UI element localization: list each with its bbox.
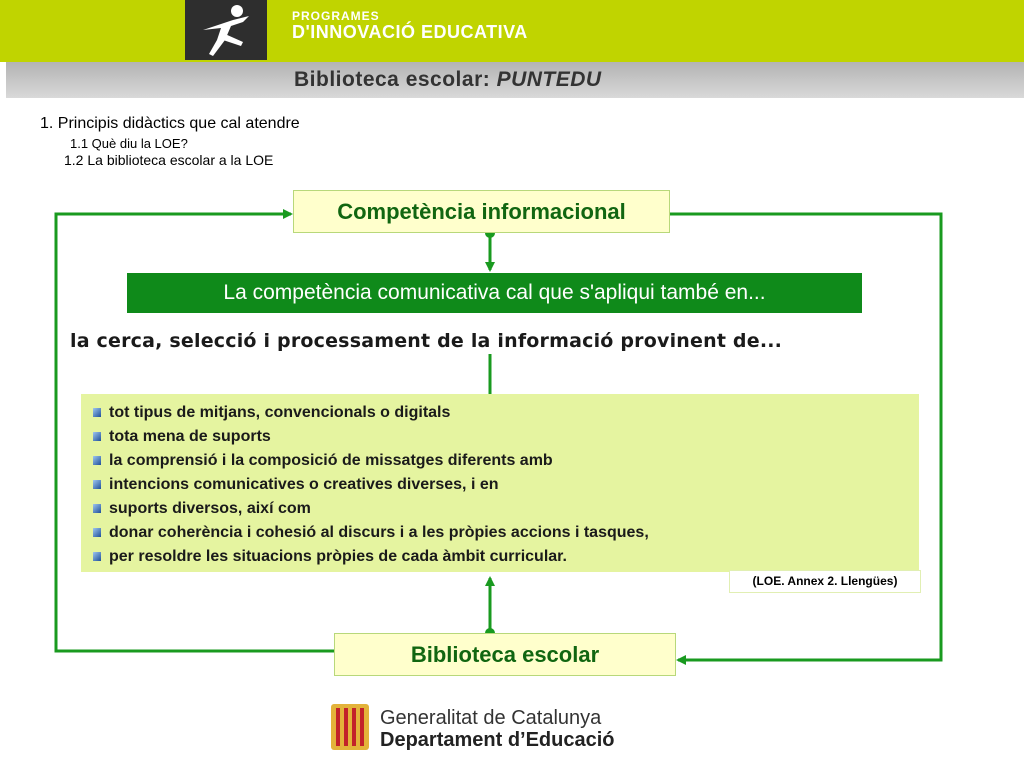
bullet-icon bbox=[93, 456, 101, 465]
bullet-icon bbox=[93, 432, 101, 441]
list-item-text: intencions comunicatives o creatives diverses, i en bbox=[109, 476, 499, 493]
loe-citation: (LOE. Annex 2. Llengües) bbox=[729, 570, 921, 593]
list-item bbox=[93, 449, 649, 473]
generalitat-name: Generalitat de Catalunya bbox=[380, 707, 602, 729]
program-label: PROGRAMES bbox=[292, 9, 380, 23]
list-item-text: suports diversos, així com bbox=[109, 500, 311, 517]
list-item-text: tot tipus de mitjans, convencionals o digitals bbox=[109, 404, 451, 421]
bullet-icon bbox=[93, 504, 101, 513]
bullet-icon bbox=[93, 408, 101, 417]
competencia-informacional-box: Competència informacional bbox=[293, 190, 670, 233]
outline-item-biblioteca: 1.2 La biblioteca escolar a la LOE bbox=[64, 152, 274, 168]
competencia-comunicativa-banner: La competència comunicativa cal que s'apliqui també en... bbox=[127, 273, 862, 313]
program-name: D'INNOVACIÓ EDUCATIVA bbox=[292, 22, 528, 42]
list-item bbox=[93, 521, 649, 545]
sources-list bbox=[93, 401, 649, 569]
bullet-icon bbox=[93, 552, 101, 561]
generalitat-logo-icon bbox=[331, 704, 369, 750]
outline-item-principis: 1. Principis didàctics que cal atendre bbox=[40, 115, 300, 132]
list-item bbox=[93, 473, 649, 497]
list-item-text: la comprensió i la composició de missatges diferents amb bbox=[109, 452, 553, 469]
information-processing-heading: la cerca, selecció i processament de la informació provinent de... bbox=[70, 330, 783, 352]
list-item-text: per resoldre les situacions pròpies de cada àmbit curricular. bbox=[109, 548, 567, 565]
list-item-text: donar coherència i cohesió al discurs i a les pròpies accions i tasques, bbox=[109, 524, 649, 541]
list-item bbox=[93, 401, 649, 425]
list-item-text: tota mena de suports bbox=[109, 428, 271, 445]
outline-item-loe: 1.1 Què diu la LOE? bbox=[70, 136, 188, 151]
bullet-icon bbox=[93, 480, 101, 489]
biblioteca-escolar-box: Biblioteca escolar bbox=[334, 633, 676, 676]
page-title-prefix: Biblioteca escolar: bbox=[294, 68, 497, 91]
list-item bbox=[93, 545, 649, 569]
list-item bbox=[93, 497, 649, 521]
list-item bbox=[93, 425, 649, 449]
department-name: Departament d’Educació bbox=[380, 729, 615, 751]
page-title-emphasis: PUNTEDU bbox=[496, 68, 602, 91]
bullet-icon bbox=[93, 528, 101, 537]
